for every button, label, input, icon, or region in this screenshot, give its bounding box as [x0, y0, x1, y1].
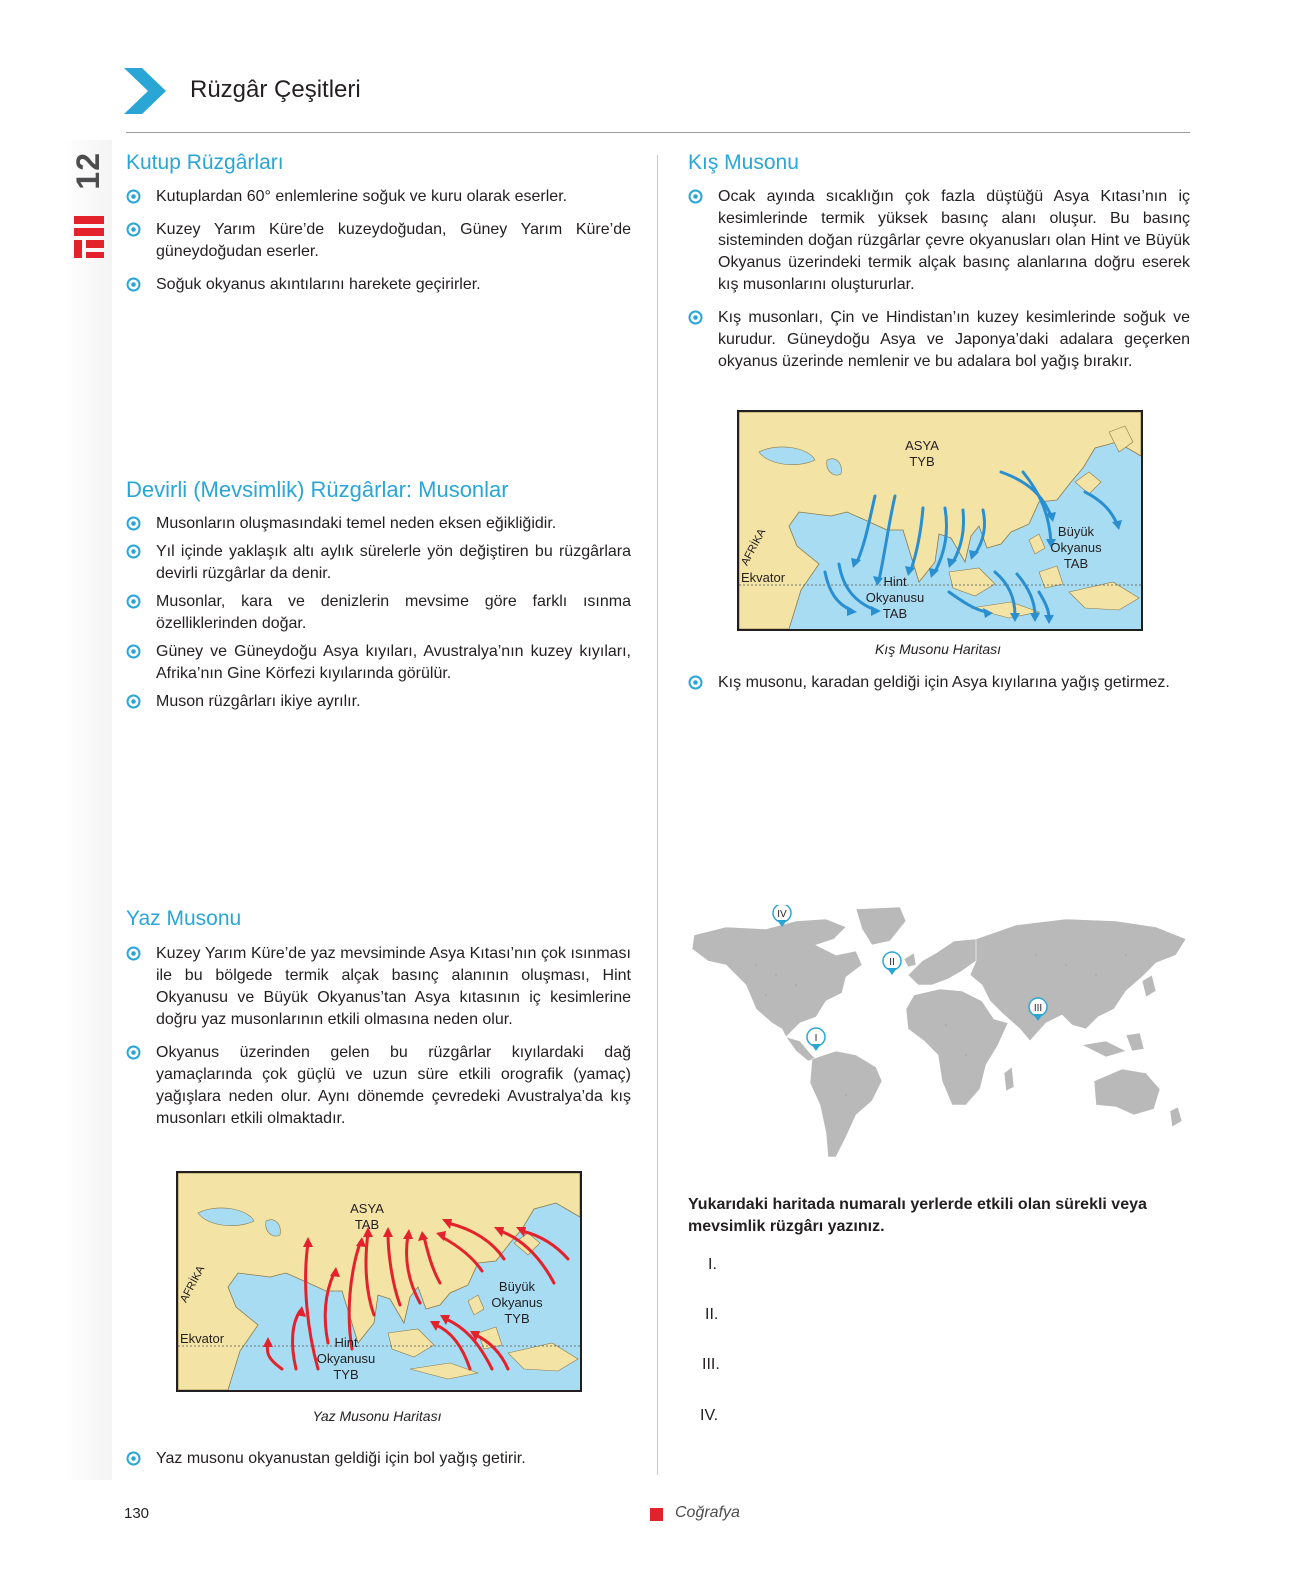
list-item: Yaz musonu okyanustan geldiği için bol yağış getirir. [126, 1448, 631, 1470]
chevron-right-icon [124, 68, 168, 114]
target-bullet-icon [126, 222, 141, 237]
indian-ocean-label: Hint Okyanusu TAB [865, 574, 925, 621]
list-item: Musonlar, kara ve denizlerin mevsime göre farklı ısınma özelliklerinden doğar. [126, 591, 631, 635]
kis-last-bullet [688, 672, 1190, 705]
section-title-musonlar: Devirli (Mevsimlik) Rüzgârlar: Musonlar [126, 477, 509, 502]
target-bullet-icon [126, 544, 141, 559]
list-item: Ocak ayında sıcaklığın çok fazla düştüğü Asya Kıtası’nın iç kesimlerinde termik yüksek basınç alanı oluşur. Bu basınç sisteminden doğan rüzgârlar çevre okyanusları olan Hint ve Büyük Okyanus üzerindeki termik alçak basınç alanlarına doğru eserek kış musonlarını oluştururlar. [688, 186, 1190, 296]
asia-label: ASYA TYB [905, 438, 939, 469]
list-item: Soğuk okyanus akıntılarını harekete geçirirler. [126, 274, 631, 296]
target-bullet-icon [126, 189, 141, 204]
section-title-kutup: Kutup Rüzgârları [126, 151, 284, 174]
target-bullet-icon [126, 516, 141, 531]
winter-map-caption: Kış Musonu Haritası [874, 641, 1002, 657]
target-bullet-icon [126, 946, 141, 961]
yaz-last-bullet [126, 1448, 631, 1481]
target-bullet-icon [688, 189, 703, 204]
kutup-bullet-list [126, 186, 631, 307]
marker-ii [883, 952, 901, 975]
svg-text:IV: IV [777, 909, 787, 920]
footer-square-icon [650, 1508, 663, 1521]
summer-monsoon-map [176, 1171, 582, 1392]
list-item: Yıl içinde yaklaşık altı aylık sürelerle yön değiştiren bu rüzgârlara devirli rüzgârlar da denir. [126, 541, 631, 585]
pacific-label: Büyük Okyanus TAB [1050, 524, 1102, 571]
africa-label: AFRİKA [739, 526, 769, 568]
equator-label: Ekvator [741, 570, 786, 585]
svg-text:III: III [1033, 1003, 1043, 1014]
fasikul-logo [72, 214, 106, 260]
page-number: 130 [124, 1505, 150, 1522]
fasikul-number: 12 [70, 152, 106, 190]
header-divider [126, 132, 1190, 133]
marker-i [807, 1028, 825, 1051]
target-bullet-icon [126, 594, 141, 609]
list-item: Kuzey Yarım Küre’de yaz mevsiminde Asya Kıtası’nın çok ısınması ile bu bölgede termik alçak basınç alanının oluşması, Hint Okyanusu ve Büyük Okyanus’tan Asya kıtasının iç kesimlerine doğru yaz musonlarının etkili olmasına neden olur. [126, 943, 631, 1031]
yaz-bullet-list [126, 943, 631, 1141]
answer-label-2: II. [705, 1306, 719, 1323]
list-item: Güney ve Güneydoğu Asya kıyıları, Avustralya’nın kuzey kıyıları, Afrika’nın Gine Körfezi kıyılarında görülür. [126, 641, 631, 685]
answer-label-4: IV. [700, 1407, 719, 1424]
list-item: Kuzey Yarım Küre’de kuzeydoğudan, Güney Yarım Küre’de güneydoğudan eserler. [126, 219, 631, 263]
target-bullet-icon [126, 1451, 141, 1466]
side-strip [62, 140, 112, 1480]
target-bullet-icon [688, 675, 703, 690]
page-title: Rüzgâr Çeşitleri [190, 76, 361, 103]
winter-monsoon-map [737, 410, 1143, 631]
target-bullet-icon [126, 1045, 141, 1060]
section-title-yaz: Yaz Musonu [126, 907, 242, 930]
list-item: Muson rüzgârları ikiye ayrılır. [126, 691, 631, 713]
list-item: Kış musonu, karadan geldiği için Asya kıyılarına yağış getirmez. [688, 672, 1190, 694]
list-item: Kutuplardan 60° enlemlerine soğuk ve kuru olarak eserler. [126, 186, 631, 208]
target-bullet-icon [126, 277, 141, 292]
africa-label: AFRİKA [178, 1263, 208, 1305]
question-text: Yukarıdaki haritada numaralı yerlerde etkili olan sürekli veya mevsimlik rüzgârı yazınız. [688, 1196, 1147, 1235]
list-item: Okyanus üzerinden gelen bu rüzgârlar kıyılardaki dağ yamaçlarında çok güçlü ve uzun süre etkili orografik (yamaç) yağışlara neden olur. Aynı dönemde çevredeki Avustralya’da kış musonları etkili olmaktadır. [126, 1042, 631, 1130]
column-divider [657, 155, 658, 1475]
target-bullet-icon [126, 694, 141, 709]
indian-ocean-label: Hint Okyanusu TYB [316, 1335, 376, 1382]
world-map [686, 905, 1192, 1170]
asia-label: ASYA TAB [350, 1201, 384, 1232]
pacific-label: Büyük Okyanus TYB [491, 1279, 543, 1326]
target-bullet-icon [688, 310, 703, 325]
list-item: Kış musonları, Çin ve Hindistan’ın kuzey kesimlerinde soğuk ve kurudur. Güneydoğu Asya ve Japonya’daki adalara geçerken okyanus üzerinde nemlenir ve bu adalara bol yağış bırakır. [688, 307, 1190, 373]
svg-text:I: I [814, 1033, 818, 1044]
target-bullet-icon [126, 644, 141, 659]
answer-label-1: I. [708, 1256, 717, 1273]
equator-label: Ekvator [180, 1331, 225, 1346]
summer-map-caption: Yaz Musonu Haritası [312, 1408, 442, 1424]
kis-bullet-list [688, 186, 1190, 384]
answer-label-3: III. [702, 1356, 720, 1373]
musonlar-bullet-list [126, 513, 631, 719]
list-item: Musonların oluşmasındaki temel neden eksen eğikliğidir. [126, 513, 631, 535]
section-title-kis: Kış Musonu [688, 151, 799, 174]
footer-subject: Coğrafya [675, 1504, 740, 1521]
svg-text:II: II [889, 957, 895, 968]
